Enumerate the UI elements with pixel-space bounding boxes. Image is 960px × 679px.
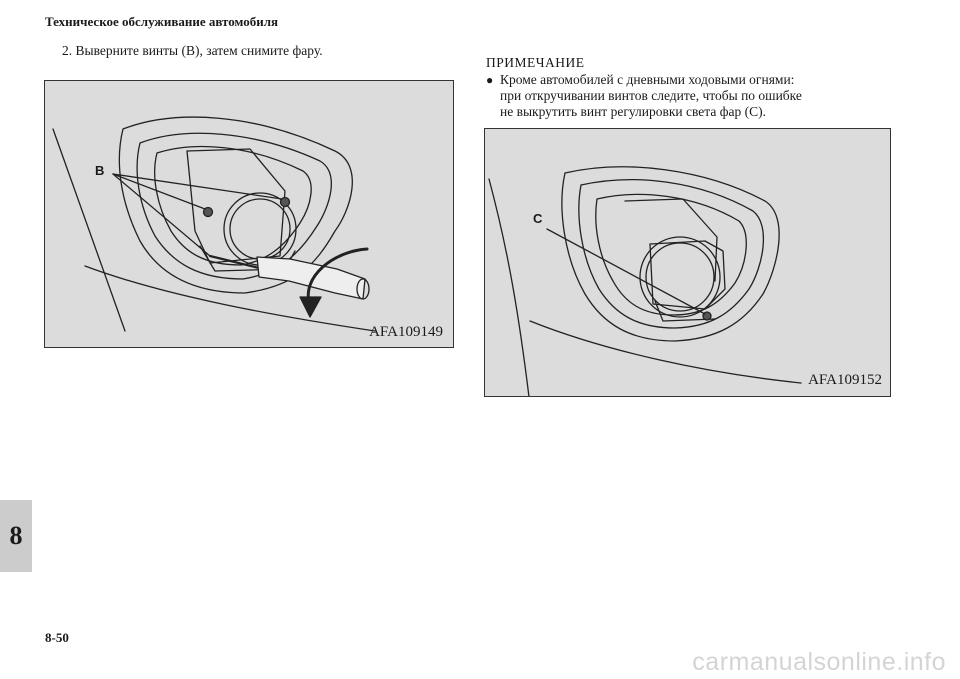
figure-screws-b [44, 80, 454, 348]
callout-label: B [95, 163, 105, 178]
page-number: 8-50 [45, 630, 69, 645]
watermark: carmanualsonline.info [692, 648, 946, 676]
headlamp-screws-illustration [45, 81, 454, 348]
headlamp-aim-illustration [485, 129, 891, 397]
figure-screw-c [484, 128, 891, 397]
figure-code: AFA109149 [369, 324, 443, 340]
page-header: Техническое обслуживание автомобиля [45, 14, 279, 29]
bullet-icon: ● [486, 73, 494, 87]
note-title: ПРИМЕЧАНИЕ [486, 55, 585, 70]
note-line: не выкрутить винт регулировки света фар (С). [500, 104, 766, 119]
note-line: Кроме автомобилей с дневными ходовыми огнями: [500, 72, 795, 87]
callout-label: C [533, 211, 543, 226]
section-tab: 8 [0, 500, 32, 572]
note-body [486, 72, 860, 120]
figure-code: AFA109152 [808, 372, 882, 388]
note-line: при откручивании винтов следите, чтобы по ошибке [500, 88, 802, 103]
step-instruction: 2. Выверните винты (B), затем снимите фару. [62, 43, 323, 58]
